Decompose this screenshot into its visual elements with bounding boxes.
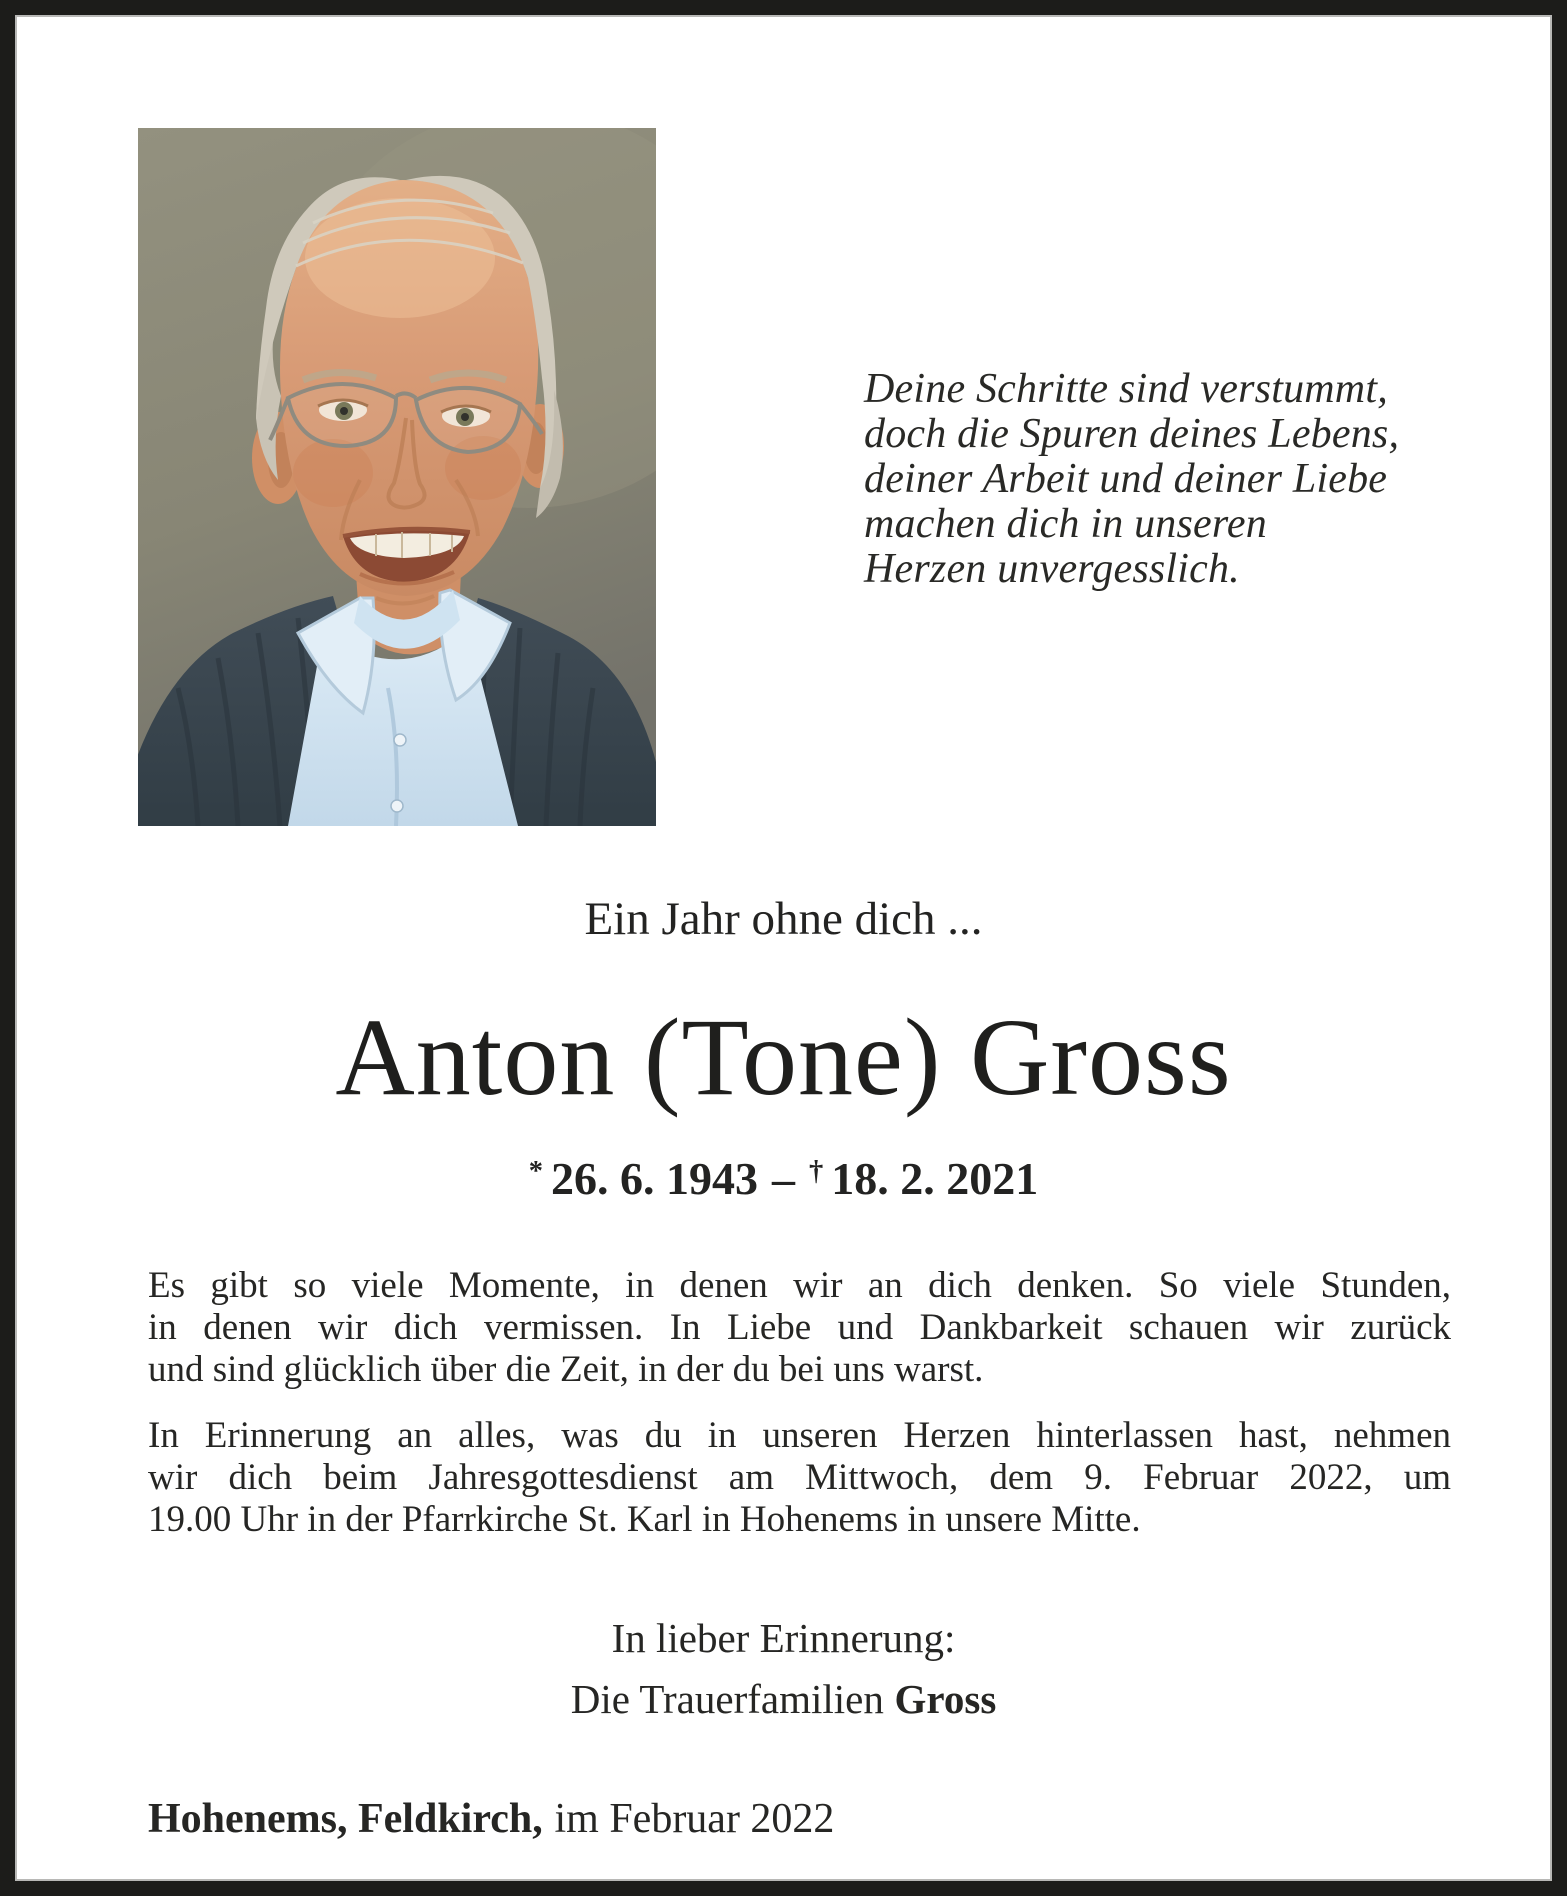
death-cross-icon: † [809, 1156, 824, 1187]
family-name: Gross [894, 1676, 997, 1722]
verse-line: deiner Arbeit und deiner Liebe [864, 456, 1388, 502]
portrait-illustration [138, 128, 656, 826]
footer-places: Hohenems, Feldkirch, [148, 1796, 543, 1842]
footer-place-date [148, 1793, 834, 1845]
birth-date: 26. 6. 1943 [551, 1153, 758, 1204]
footer-date: im Februar 2022 [554, 1796, 835, 1842]
death-date: 18. 2. 2021 [831, 1153, 1039, 1204]
life-dates [15, 1151, 1552, 1214]
paragraph-line: wir dich beim Jahresgottesdienst am Mittwoch, dem 9. Februar 2022, um [148, 1457, 1451, 1498]
memorial-verse [864, 367, 1504, 592]
verse-line: machen dich in unseren [864, 501, 1267, 547]
paragraph-line: In Erinnerung an alles, was du in unseren Herzen hinterlassen hast, nehmen [148, 1415, 1451, 1456]
service-paragraph [148, 1415, 1451, 1541]
verse-line: Herzen unvergesslich. [864, 546, 1240, 592]
smile [343, 529, 470, 584]
dates-separator: – [772, 1153, 795, 1204]
verse-line: Deine Schritte sind verstummt, [864, 366, 1388, 412]
family-line [15, 1674, 1552, 1724]
paragraph-line: und sind glücklich über die Zeit, in der du bei uns warst. [148, 1349, 984, 1390]
anniversary-line: Ein Jahr ohne dich ... [584, 893, 983, 945]
deceased-name: Anton (Tone) Gross [335, 996, 1232, 1118]
portrait-photo [138, 128, 656, 826]
verse-line: doch die Spuren deines Lebens, [864, 411, 1400, 457]
memorial-paragraph [148, 1265, 1451, 1391]
paragraph-line: in denen wir dich vermissen. In Liebe und Dankbarkeit schauen wir zurück [148, 1307, 1451, 1348]
birth-star-icon: * [528, 1156, 543, 1187]
remembrance-line: In lieber Erinnerung: [611, 1615, 956, 1661]
family-line-prefix: Die Trauerfamilien [570, 1676, 884, 1722]
paragraph-line: Es gibt so viele Momente, in denen wir an dich denken. So viele Stunden, [148, 1265, 1451, 1306]
paragraph-line: 19.00 Uhr in der Pfarrkirche St. Karl in Hohenems in unsere Mitte. [148, 1499, 1141, 1540]
